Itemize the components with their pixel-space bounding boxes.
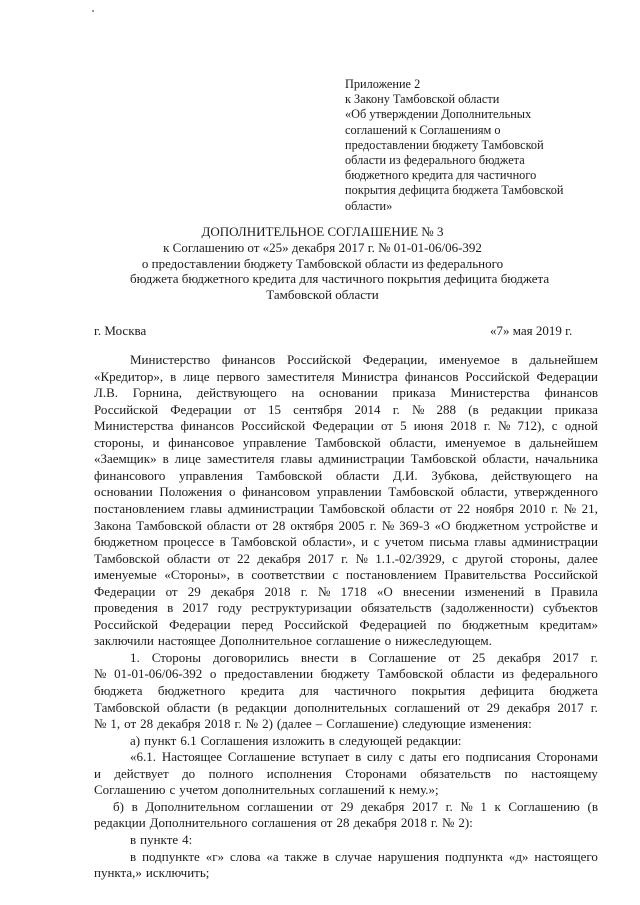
body-line: в подпункте «г» слова «а также в случае нарушения подпункта «д» настоящего — [130, 848, 598, 864]
appendix-line: области» — [345, 198, 393, 213]
agreement-title — [130, 224, 550, 303]
appendix-line: «Об утверждении Дополнительных — [345, 107, 532, 122]
body-line: Л.В. Горнина, действующего на основании приказа Министерства финансов — [94, 385, 598, 401]
body-line: Закона Тамбовской области от 28 октября 2005 г. № 369-3 «О бюджетном устройстве и — [94, 517, 598, 533]
body-line: Министерства финансов Российской Федерации от 5 июня 2018 г. № 712), с одной — [94, 418, 598, 434]
appendix-line: бюджетного кредита для частичного — [345, 168, 537, 183]
body-line: бюджета бюджетного кредита для частичного покрытия дефицита бюджета — [94, 683, 598, 698]
body-line: № 01-01-06/06-392 о предоставлении бюджету Тамбовской области из федерального — [94, 666, 598, 682]
body-line: Тамбовской области от 22 декабря 2017 г. № 1.1.-02/3929, с другой стороны, далее — [94, 550, 598, 566]
scan-speck — [92, 10, 94, 12]
body-line: в пункте 4: — [130, 831, 193, 847]
title-line: к Соглашению от «25» декабря 2017 г. № 01-01-06/06-392 — [163, 239, 482, 255]
place-of-signing: г. Москва — [94, 323, 147, 338]
body-line: Российской Федерации перед Российской Федерацией по бюджетным кредитам» — [94, 616, 598, 632]
body-line: и действует до полного исполнения Сторонами обязательств по настоящему — [94, 765, 598, 781]
body-line: бюджетном процессе в Тамбовской области», и с учетом письма главы администрации — [94, 534, 598, 550]
appendix-line: области из федерального бюджета — [345, 153, 525, 168]
body-line: «6.1. Настоящее Соглашение вступает в силу с даты его подписания Сторонами — [130, 749, 598, 765]
body-line: № 1, от 28 декабря 2018 г. № 2) (далее – Соглашение) следующие изменения: — [94, 716, 532, 732]
appendix-line: покрытия дефицита бюджета Тамбовской — [345, 183, 564, 198]
body-line: «Заемщик» в лице заместителя главы администрации Тамбовской области, начальника — [94, 451, 598, 467]
body-line: Российской Федерации от 15 сентября 2014 г. № 288 (в редакции приказа — [94, 401, 598, 417]
body-line: «Кредитор», в лице первого заместителя Министра финансов Российской Федерации — [94, 368, 598, 384]
appendix-header — [345, 77, 585, 214]
body-line: стороны, и финансовое управление Тамбовской области, именуемое в дальнейшем — [94, 434, 598, 450]
title-line: Тамбовской области — [266, 287, 379, 303]
title-heading: ДОПОЛНИТЕЛЬНОЕ СОГЛАШЕНИЕ № 3 — [201, 224, 444, 239]
body-line: именуемые «Стороны», в соответствии с постановлением Правительства Российской — [94, 567, 598, 583]
body-line: основании Положения о финансовом управлении Тамбовской области, утвержденного — [94, 484, 598, 500]
body-line: пункта,» исключить; — [94, 865, 210, 881]
appendix-line: соглашений к Соглашениям о — [345, 122, 501, 137]
body-line: Тамбовской области (в редакции дополнительных соглашений от 29 декабря 2017 г. — [94, 699, 598, 715]
appendix-line: Приложение 2 — [345, 77, 421, 91]
appendix-line: предоставлении бюджету Тамбовской — [345, 137, 544, 152]
body-line: б) в Дополнительном соглашении от 29 декабря 2017 г. № 1 к Соглашению (в — [113, 798, 598, 814]
agreement-date: «7» мая 2019 г. — [490, 323, 573, 338]
appendix-line: к Закону Тамбовской области — [345, 92, 500, 107]
body-line: заключили настоящее Дополнительное соглашение о нижеследующем. — [94, 633, 492, 649]
title-line: бюджета бюджетного кредита для частичного покрытия дефицита бюджета — [130, 271, 550, 287]
body-line: финансового управления Тамбовской области Д.И. Зубкова, действующего на — [94, 467, 598, 483]
body-line: редакции Дополнительного соглашения от 28 декабря 2018 г. № 2): — [94, 815, 473, 831]
body-line: Министерство финансов Российской Федерации, именуемое в дальнейшем — [130, 352, 598, 367]
body-line: Федерации от 29 декабря 2018 г. № 1718 «О внесении изменений в Правила — [94, 583, 598, 599]
body-line: проведения в 2017 году реструктуризации обязательств (задолженности) субъектов — [94, 600, 598, 616]
body-line: постановлением главы администрации Тамбовской области от 22 ноября 2010 г. № 21, — [94, 500, 598, 516]
body-line: а) пункт 6.1 Соглашения изложить в следующей редакции: — [130, 732, 462, 748]
title-line: о предоставлении бюджету Тамбовской области из федерального — [141, 255, 504, 271]
body-line: 1. Стороны договорились внести в Соглашение от 25 декабря 2017 г. — [130, 649, 598, 665]
body-line: Соглашению с учетом дополнительных соглашений к нему.»; — [94, 782, 439, 798]
